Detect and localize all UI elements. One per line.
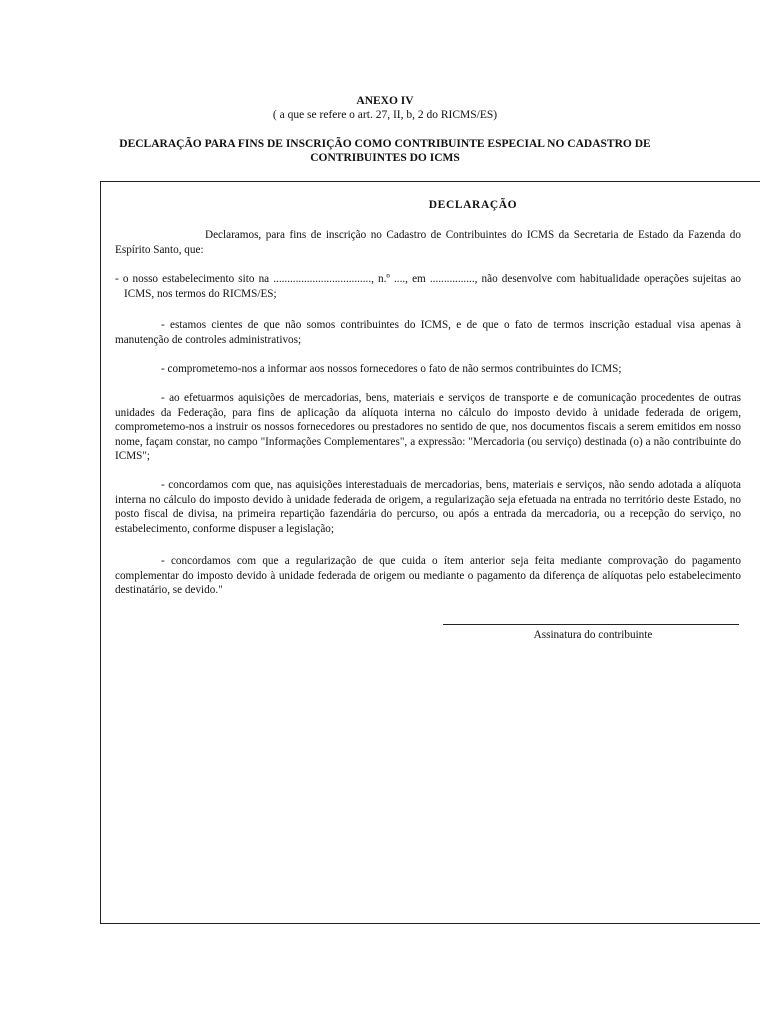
- paragraph-establishment: - o nosso estabelecimento sito na ..................................., n.º ...., em ................, não desenvolve com habitualidade operações sujeitas ao ICMS, nos termos do RICMS/ES;: [115, 273, 741, 300]
- declaration-heading: DECLARAÇÃO PARA FINS DE INSCRIÇÃO COMO CONTRIBUINTE ESPECIAL NO CADASTRO DE CONTRIBUINTES DO ICMS: [119, 138, 651, 164]
- declaration-box: [100, 181, 760, 924]
- annex-reference: ( a que se refere o art. 27, II, b, 2 do RICMS/ES): [272, 109, 498, 121]
- signature-label: Assinatura do contribuinte: [533, 629, 653, 641]
- annex-title: ANEXO IV: [356, 95, 414, 107]
- paragraph-acquisitions: - ao efetuarmos aquisições de mercadorias, bens, materiais e serviços de transporte e de comunicação procedentes de outras unidades da Federação, para fins de aplicação da alíquota interna no cálculo do imposto devido à unidade federada de origem, comprometemo-nos a instruir os nossos fornecedores ou prestadores no sentido de que, nos documentos fiscais a serem emitidos em nosso nome, façam constar, no campo "Informações Complementares", a expressão: "Mercadoria (ou serviço) destinada (o) a não contribuinte do ICMS";: [115, 392, 741, 462]
- paragraph-not-contributor: - estamos cientes de que não somos contribuintes do ICMS, e de que o fato de termos inscrição estadual visa apenas à manutenção de controles administrativos;: [115, 319, 741, 346]
- paragraph-intro: Declaramos, para fins de inscrição no Cadastro de Contribuintes do ICMS da Secretaria de Estado da Fazenda do Espírito Santo, que:: [115, 229, 741, 256]
- paragraph-regularization: - concordamos com que, nas aquisições interestaduais de mercadorias, bens, materiais e serviços, não sendo adotada a alíquota interna no cálculo do imposto devido à unidade federada de origem, a regularização seja efetuada na entrada no território deste Estado, no posto fiscal de divisa, na primeira repartição fazendária do percurso, ou após a entrada da mercadoria, ou a recepção do serviço, no estabelecimento, conforme dispuser a legislação;: [115, 479, 741, 535]
- declaration-title: DECLARAÇÃO: [428, 199, 518, 211]
- signature-line: [443, 624, 739, 625]
- paragraph-payment: - concordamos com que a regularização de que cuida o ítem anterior seja feita mediante comprovação do pagamento complementar do imposto devido à unidade federada de origem ou mediante o pagamento da diferença de alíquotas pelo estabelecimento destinatário, se devido.": [115, 555, 741, 596]
- paragraph-inform-suppliers: - comprometemo-nos a informar aos nossos fornecedores o fato de não sermos contribuintes do ICMS;: [161, 363, 622, 375]
